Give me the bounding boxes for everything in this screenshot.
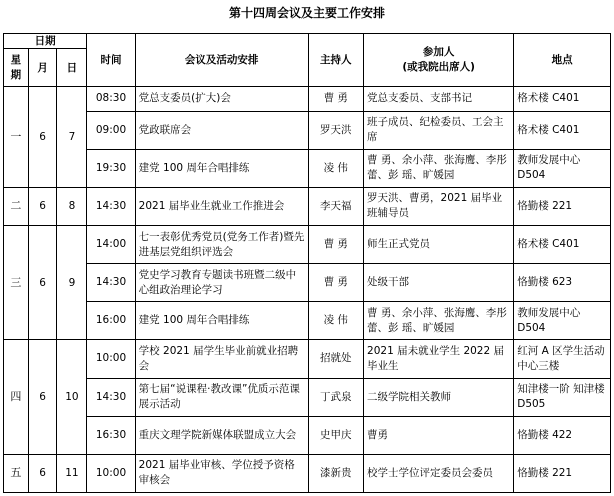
host-cell: 招就处 (308, 340, 364, 378)
host-cell: 李天福 (308, 187, 364, 225)
day-week-cell: 一 (4, 87, 29, 188)
time-cell: 14:00 (87, 226, 135, 264)
header-week-text: 星期 (10, 53, 22, 81)
header-time: 时间 (87, 34, 135, 87)
host-cell: 史甲庆 (308, 416, 364, 454)
schedule-body (4, 87, 611, 493)
meeting-cell: 2021 届毕业审核、学位授予资格审核会 (135, 454, 308, 492)
table-row (4, 264, 611, 302)
time-cell: 08:30 (87, 87, 135, 112)
meeting-cell: 七一表彰优秀党员(党务工作者)暨先进基层党组织评选会 (135, 226, 308, 264)
attendees-cell: 党总支委员、支部书记 (364, 87, 514, 112)
location-cell: 格术楼 C401 (514, 111, 611, 149)
location-cell: 教师发展中心 D504 (514, 302, 611, 340)
attendees-cell: 罗天洪、曹勇，2021 届毕业班辅导员 (364, 187, 514, 225)
day-date-cell: 8 (57, 187, 87, 225)
location-cell: 恪勤楼 623 (514, 264, 611, 302)
attendees-cell: 曹 勇、余小萍、张海鹰、李彤蕾、彭 瑶、旷媛园 (364, 302, 514, 340)
table-row (4, 87, 611, 112)
table-row (4, 340, 611, 378)
header-day: 日 (57, 49, 87, 87)
time-cell: 10:00 (87, 340, 135, 378)
location-cell: 恪勤楼 221 (514, 454, 611, 492)
time-cell: 16:30 (87, 416, 135, 454)
header-month: 月 (28, 49, 57, 87)
meeting-cell: 学校 2021 届学生毕业前就业招聘会 (135, 340, 308, 378)
table-row (4, 149, 611, 187)
location-cell: 红河 A 区学生活动中心三楼 (514, 340, 611, 378)
attendees-cell: 二级学院相关教师 (364, 378, 514, 416)
schedule-table (3, 33, 611, 493)
table-row (4, 416, 611, 454)
table-row (4, 378, 611, 416)
location-cell: 格术楼 C401 (514, 226, 611, 264)
table-row (4, 187, 611, 225)
table-row (4, 111, 611, 149)
meeting-cell: 党史学习教育专题读书班暨二级中心组政治理论学习 (135, 264, 308, 302)
host-cell: 曹 勇 (308, 264, 364, 302)
attendees-cell: 师生正式党员 (364, 226, 514, 264)
location-cell: 格术楼 C401 (514, 87, 611, 112)
header-location: 地点 (514, 34, 611, 87)
meeting-cell: 2021 届毕业生就业工作推进会 (135, 187, 308, 225)
header-host: 主持人 (308, 34, 364, 87)
host-cell: 曹 勇 (308, 87, 364, 112)
host-cell: 漆新贵 (308, 454, 364, 492)
time-cell: 19:30 (87, 149, 135, 187)
day-week-cell: 三 (4, 226, 29, 340)
header-date-group: 日期 (4, 34, 87, 49)
attendees-cell: 曹 勇、余小萍、张海鹰、李彤蕾、彭 瑶、旷媛园 (364, 149, 514, 187)
meeting-cell: 重庆文理学院新媒体联盟成立大会 (135, 416, 308, 454)
day-week-cell: 四 (4, 340, 29, 454)
day-date-cell: 9 (57, 226, 87, 340)
time-cell: 14:30 (87, 264, 135, 302)
day-date-cell: 11 (57, 454, 87, 492)
table-row (4, 302, 611, 340)
time-cell: 10:00 (87, 454, 135, 492)
table-row (4, 454, 611, 492)
location-cell: 知津楼一阶 知津楼 D505 (514, 378, 611, 416)
meeting-cell: 党总支委员(扩大)会 (135, 87, 308, 112)
host-cell: 罗天洪 (308, 111, 364, 149)
time-cell: 14:30 (87, 187, 135, 225)
header-week (4, 49, 29, 87)
host-cell: 凌 伟 (308, 149, 364, 187)
day-month-cell: 6 (28, 340, 57, 454)
location-cell: 恪勤楼 221 (514, 187, 611, 225)
time-cell: 16:00 (87, 302, 135, 340)
meeting-cell: 第七届“说课程·教改课”优质示范课展示活动 (135, 378, 308, 416)
host-cell: 丁武泉 (308, 378, 364, 416)
host-cell: 曹 勇 (308, 226, 364, 264)
day-date-cell: 7 (57, 87, 87, 188)
attendees-cell: 处级干部 (364, 264, 514, 302)
day-week-cell: 五 (4, 454, 29, 492)
day-month-cell: 6 (28, 87, 57, 188)
meeting-cell: 建党 100 周年合唱排练 (135, 302, 308, 340)
table-row (4, 226, 611, 264)
location-cell: 恪勤楼 422 (514, 416, 611, 454)
day-week-cell: 二 (4, 187, 29, 225)
attendees-cell: 班子成员、纪检委员、工会主席 (364, 111, 514, 149)
location-cell: 教师发展中心 D504 (514, 149, 611, 187)
attendees-cell: 校学士学位评定委员会委员 (364, 454, 514, 492)
day-month-cell: 6 (28, 454, 57, 492)
day-month-cell: 6 (28, 226, 57, 340)
page-title: 第十四周会议及主要工作安排 (228, 6, 385, 20)
attendees-cell: 2021 届未就业学生 2022 届毕业生 (364, 340, 514, 378)
header-meeting: 会议及活动安排 (135, 34, 308, 87)
header-attendees-text: 参加人 (或我院出席人) (402, 46, 475, 73)
meeting-cell: 建党 100 周年合唱排练 (135, 149, 308, 187)
time-cell: 14:30 (87, 378, 135, 416)
meeting-cell: 党政联席会 (135, 111, 308, 149)
host-cell: 凌 伟 (308, 302, 364, 340)
header-attendees (364, 34, 514, 87)
day-date-cell: 10 (57, 340, 87, 454)
day-month-cell: 6 (28, 187, 57, 225)
attendees-cell: 曹勇 (364, 416, 514, 454)
time-cell: 09:00 (87, 111, 135, 149)
